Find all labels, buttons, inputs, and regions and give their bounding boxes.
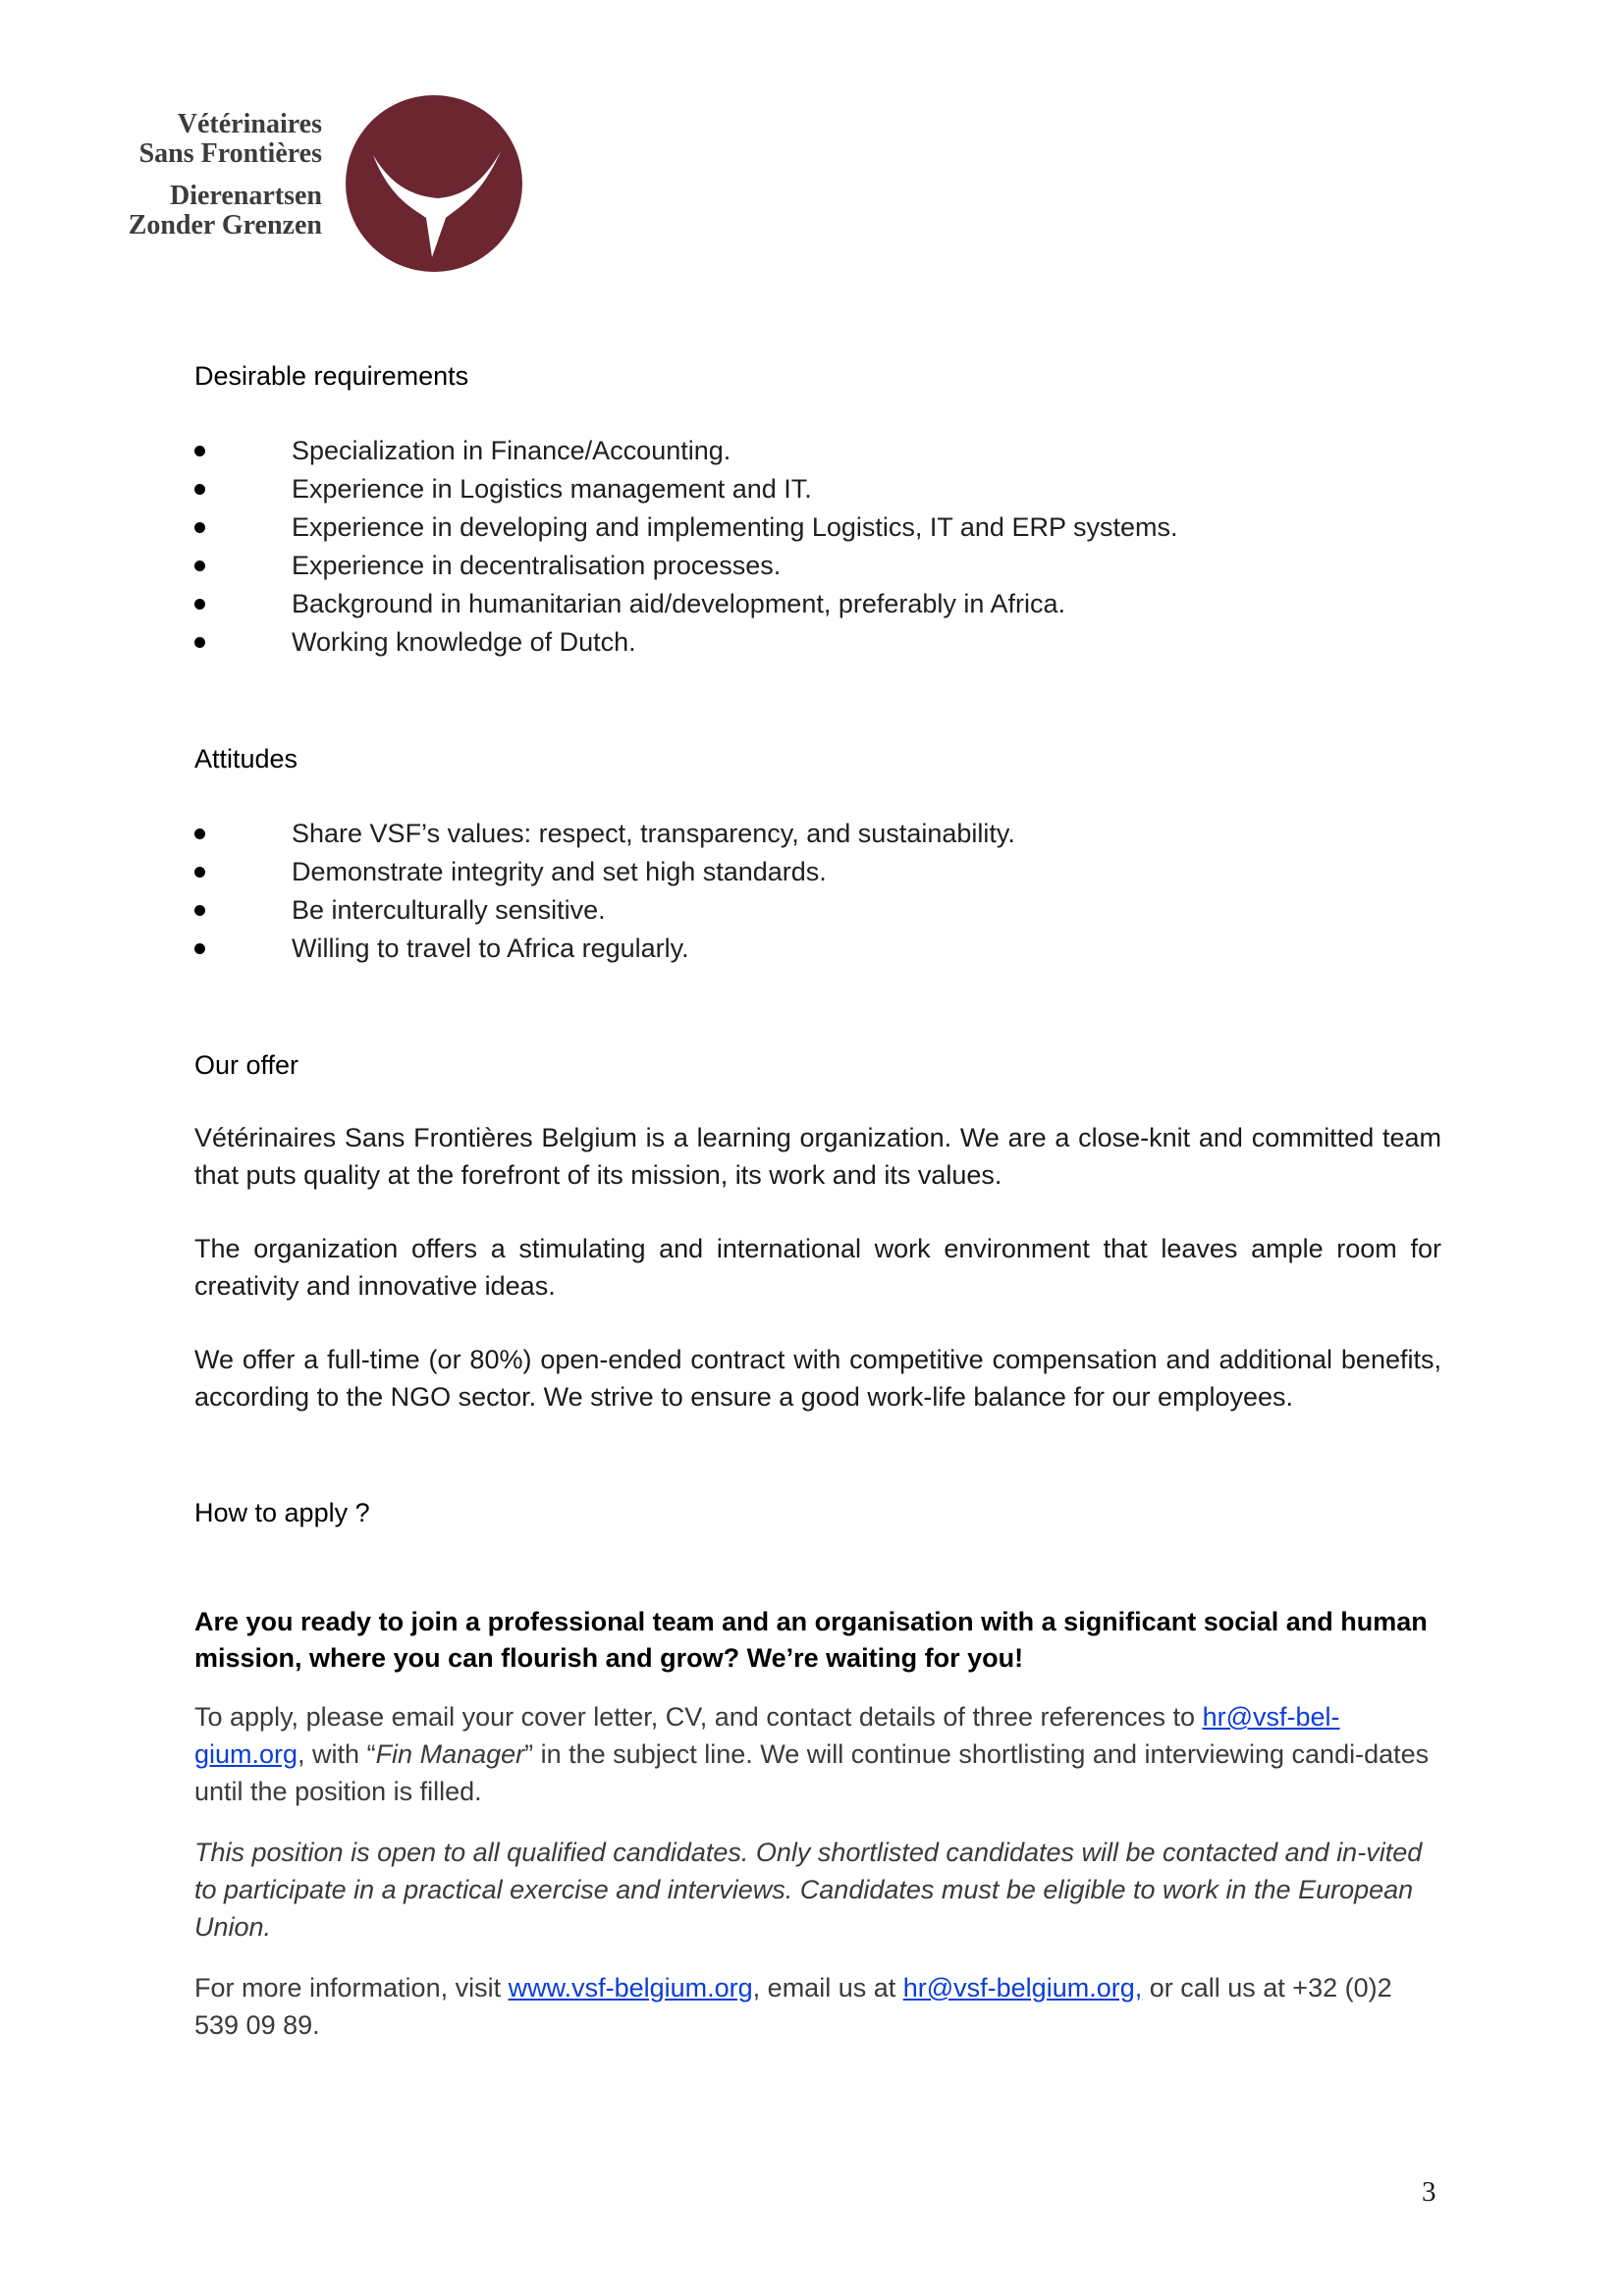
section-heading-apply: How to apply ? bbox=[194, 1498, 370, 1527]
list-item: Demonstrate integrity and set high standards. bbox=[194, 853, 1441, 891]
list-item: Share VSF’s values: respect, transparency, and sustainability. bbox=[194, 815, 1441, 853]
section-heading-offer: Our offer bbox=[194, 1050, 299, 1080]
bullet-icon bbox=[194, 637, 205, 648]
bullet-icon bbox=[194, 943, 205, 954]
desirable-requirements-section bbox=[194, 357, 1441, 662]
logo-wordmark bbox=[129, 110, 322, 240]
list-item: Background in humanitarian aid/development, preferably in Africa. bbox=[194, 585, 1441, 623]
organization-logo bbox=[94, 94, 536, 281]
apply-call-to-action: Are you ready to join a professional team and an organisation with a significant social and human mission, where you can flourish and grow? We’re waiting for you! bbox=[194, 1607, 1428, 1673]
offer-paragraph: We offer a full-time (or 80%) open-ended contract with competitive compensation and additional benefits, according to the NGO sector. We strive to ensure a good work-life balance for our employees. bbox=[194, 1345, 1441, 1412]
bullet-icon bbox=[194, 484, 205, 495]
list-item: Be interculturally sensitive. bbox=[194, 891, 1441, 930]
offer-paragraph: The organization offers a stimulating and international work environment that leaves ample room for creativity and innovative ideas. bbox=[194, 1234, 1441, 1301]
bullet-icon bbox=[194, 867, 205, 878]
website-link[interactable]: www.vsf-belgium.org bbox=[508, 1973, 753, 2002]
eligibility-note: This position is open to all qualified candidates. Only shortlisted candidates will be contacted and in-vited to participate in a practical exercise and interviews. Candidates must be eligible to work in the European Union. bbox=[194, 1838, 1423, 1942]
bullet-icon bbox=[194, 522, 205, 533]
offer-paragraph: Vétérinaires Sans Frontières Belgium is a learning organization. We are a close-knit and committed team that puts quality at the forefront of its mission, its work and its values. bbox=[194, 1123, 1441, 1190]
our-offer-section bbox=[194, 1046, 1441, 1415]
desirable-list bbox=[194, 432, 1441, 662]
contact-email-link[interactable]: hr@vsf-belgium.org, bbox=[902, 1973, 1143, 2002]
bullet-icon bbox=[194, 561, 205, 571]
attitudes-section bbox=[194, 740, 1441, 968]
list-item: Experience in decentralisation processes. bbox=[194, 547, 1441, 585]
logo-line-2: Sans Frontières bbox=[138, 137, 322, 169]
list-item: Willing to travel to Africa regularly. bbox=[194, 930, 1441, 968]
logo-line-3: Dierenartsen bbox=[170, 181, 322, 212]
list-item: Working knowledge of Dutch. bbox=[194, 623, 1441, 662]
contact-info: For more information, visit www.vsf-belgium.org, email us at hr@vsf-belgium.org, or call us at +32 (0)2 539 09 89. bbox=[194, 1973, 1392, 2040]
how-to-apply-section bbox=[194, 1494, 1441, 2044]
bullet-icon bbox=[194, 446, 205, 456]
list-item: Experience in Logistics management and IT. bbox=[194, 470, 1441, 508]
bullet-icon bbox=[194, 905, 205, 916]
list-item: Specialization in Finance/Accounting. bbox=[194, 432, 1441, 470]
subject-line-text: Fin Manager bbox=[375, 1739, 525, 1769]
logo-line-4: Zonder Grenzen bbox=[128, 210, 322, 241]
vsf-bull-horns-logo-icon bbox=[344, 94, 528, 273]
document-body bbox=[194, 357, 1441, 2044]
page-number: 3 bbox=[1422, 2176, 1436, 2208]
apply-email-link[interactable]: hr@vsf-bel- gium.org bbox=[194, 1702, 1340, 1769]
attitudes-list bbox=[194, 815, 1441, 968]
section-heading-desirable: Desirable requirements bbox=[194, 361, 469, 391]
logo-line-1: Vétérinaires bbox=[177, 109, 322, 139]
list-item: Experience in developing and implementing Logistics, IT and ERP systems. bbox=[194, 508, 1441, 547]
section-heading-attitudes: Attitudes bbox=[194, 744, 298, 774]
apply-instructions: To apply, please email your cover letter, CV, and contact details of three references to hr@vsf-bel- gium.org, with “Fin Manager” in the subject line. We will continue shortlisting and interviewing candi-dates until the position is filled. bbox=[194, 1702, 1430, 1806]
bullet-icon bbox=[194, 828, 205, 839]
bullet-icon bbox=[194, 599, 205, 610]
